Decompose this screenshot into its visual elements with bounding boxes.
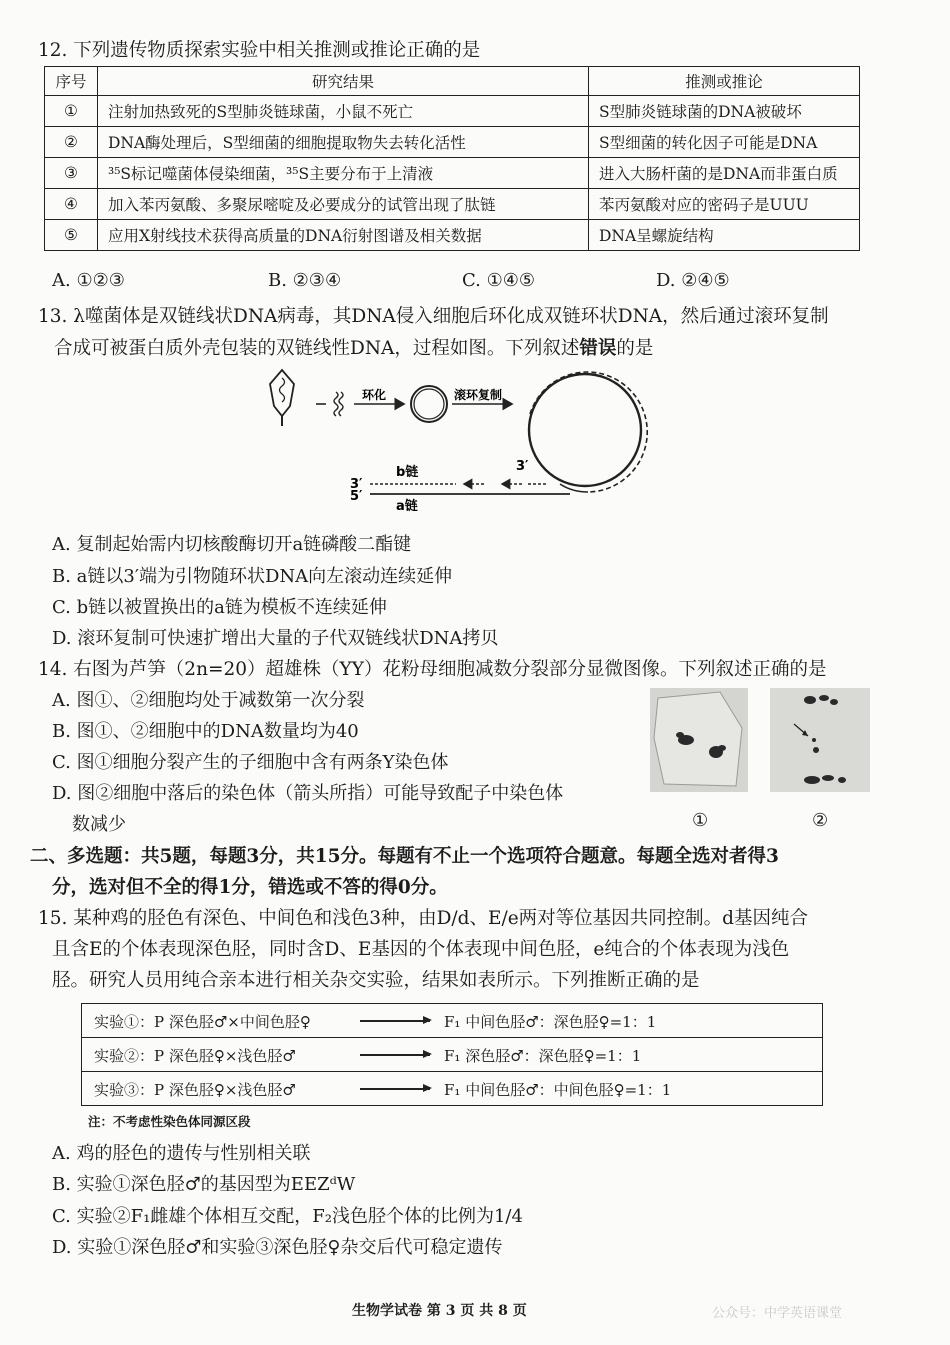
q12-stem: 12. 下列遗传物质探索实验中相关推测或推论正确的是 (38, 40, 481, 61)
row-infer: S型细菌的转化因子可能是DNA (589, 127, 860, 158)
q14-stem: 14. 右图为芦笋（2n=20）超雄株（YY）花粉母细胞减数分裂部分显微图像。下列叙述正确的是 (38, 659, 827, 680)
experiment-label: 实验③：P 深色胫♀×浅色胫♂ (94, 1081, 296, 1099)
q12-option-d: D. ②④⑤ (656, 270, 730, 291)
table-row (45, 127, 860, 158)
experiment-row (82, 1004, 822, 1037)
q14-option-a: A. 图①、②细胞均处于减数第一次分裂 (52, 690, 365, 711)
label-a-chain: a链 (396, 499, 418, 514)
circular-dna-icon (411, 386, 447, 422)
table-row (45, 158, 860, 189)
q13-option-c: C. b链以被置换出的a链为模板不连续延伸 (52, 597, 387, 618)
row-no: ② (45, 127, 98, 158)
experiment-label: 实验①：P 深色胫♂×中间色胫♀ (94, 1013, 311, 1031)
q13-stem-line2 (54, 334, 653, 360)
label-circularize: 环化 (362, 388, 387, 402)
template-ring (529, 374, 641, 486)
q15-option-b: B. 实验①深色胫♂的基因型为EEZᵈW (52, 1174, 356, 1195)
section2-line1: 二、多选题：共5题，每题3分，共15分。每题有不止一个选项符合题意。每题全选对者得3 (30, 846, 779, 867)
q13-option-b: B. a链以3′端为引物随环状DNA向左滚动连续延伸 (52, 566, 453, 587)
q13-option-d: D. 滚环复制可快速扩增出大量的子代双链线状DNA拷贝 (52, 628, 499, 649)
label-rolling: 滚环复制 (454, 388, 503, 402)
table-row (45, 220, 860, 251)
q14-option-b: B. 图①、②细胞中的DNA数量均为40 (52, 721, 359, 742)
row-result: ³⁵S标记噬菌体侵染细菌，³⁵S主要分布于上清液 (98, 158, 589, 189)
row-infer: 进入大肠杆菌的是DNA而非蛋白质 (589, 158, 860, 189)
phage-icon (270, 370, 294, 426)
experiment-result: F₁ 中间色胫♂：深色胫♀=1：1 (444, 1013, 657, 1031)
q15-stem-line3: 胫。研究人员用纯合亲本进行相关杂交实验，结果如表所示。下列推断正确的是 (52, 970, 700, 991)
q15-option-c: C. 实验②F₁雌雄个体相互交配，F₂浅色胫个体的比例为1/4 (52, 1206, 523, 1227)
q13-stem-line1: 13. λ噬菌体是双链线状DNA病毒，其DNA侵入细胞后环化成双链环状DNA，然后通过滚环复制 (38, 306, 829, 327)
q13-stem-pre: 合成可被蛋白质外壳包装的双链线性DNA，过程如图。下列叙述 (54, 338, 580, 359)
experiment-result: F₁ 中间色胫♂：中间色胫♀=1：1 (444, 1081, 672, 1099)
q15-stem-line2: 且含E的个体表现深色胫，同时含D、E基因的个体表现中间色胫，e纯合的个体表现为浅色 (52, 939, 790, 960)
micrograph-1-label: ① (692, 810, 709, 831)
q15-note: 注：不考虑性染色体同源区段 (88, 1114, 251, 1129)
q12-table (44, 66, 860, 251)
micrograph-2-label: ② (812, 810, 829, 831)
rolling-circle-diagram (230, 362, 670, 520)
q14-option-d-cont: 数减少 (72, 814, 126, 835)
header-infer: 推测或推论 (589, 67, 860, 96)
row-no: ③ (45, 158, 98, 189)
table-row (45, 189, 860, 220)
table-header-row (45, 67, 860, 96)
label-3prime-ring: 3′ (516, 459, 529, 474)
experiment-row (82, 1037, 822, 1071)
q13-stem-post: 的是 (616, 338, 654, 359)
row-result: 注射加热致死的S型肺炎链球菌，小鼠不死亡 (98, 96, 589, 127)
row-infer: S型肺炎链球菌的DNA被破坏 (589, 96, 860, 127)
row-infer: DNA呈螺旋结构 (589, 220, 860, 251)
row-no: ⑤ (45, 220, 98, 251)
label-b-chain: b链 (396, 465, 419, 480)
micrograph-2 (770, 688, 870, 792)
extending-strand (530, 372, 647, 492)
q13-option-a: A. 复制起始需内切核酸酶切开a链磷酸二酯键 (52, 534, 412, 555)
watermark: 公众号：中学英语课堂 (712, 1306, 843, 1321)
header-result: 研究结果 (98, 67, 589, 96)
experiment-label: 实验②：P 深色胫♀×浅色胫♂ (94, 1047, 296, 1065)
page-footer: 生物学试卷 第 3 页 共 8 页 (352, 1303, 527, 1319)
arrow-icon (360, 1020, 430, 1022)
q14-option-c: C. 图①细胞分裂产生的子细胞中含有两条Y染色体 (52, 752, 449, 773)
q15-stem-line1: 15. 某种鸡的胫色有深色、中间色和浅色3种，由D/d、E/e两对等位基因共同控制。d基因纯合 (38, 908, 809, 929)
row-no: ① (45, 96, 98, 127)
label-5prime: 5′ (350, 489, 363, 504)
micrograph-1 (650, 688, 748, 792)
q12-option-b: B. ②③④ (268, 270, 342, 291)
row-result: DNA酶处理后，S型细菌的细胞提取物失去转化活性 (98, 127, 589, 158)
row-result: 加入苯丙氨酸、多聚尿嘧啶及必要成分的试管出现了肽链 (98, 189, 589, 220)
q12-option-c: C. ①④⑤ (462, 270, 535, 291)
q12-option-a: A. ①②③ (52, 270, 125, 291)
q15-experiment-table (81, 1003, 823, 1106)
linear-dna-icon (334, 392, 338, 416)
q13-stem-emph: 错误 (579, 338, 617, 359)
label-3prime: 3′ (350, 477, 363, 492)
header-no: 序号 (45, 67, 98, 96)
section2-line2: 分，选对但不全的得1分，错选或不答的得0分。 (52, 877, 448, 898)
q15-option-d: D. 实验①深色胫♂和实验③深色胫♀杂交后代可稳定遗传 (52, 1237, 503, 1258)
arrow-icon (360, 1054, 430, 1056)
q14-option-d: D. 图②细胞中落后的染色体（箭头所指）可能导致配子中染色体 (52, 783, 564, 804)
row-no: ④ (45, 189, 98, 220)
experiment-result: F₁ 深色胫♂：深色胫♀=1：1 (444, 1047, 642, 1065)
table-row (45, 96, 860, 127)
q15-option-a: A. 鸡的胫色的遗传与性别相关联 (52, 1143, 311, 1164)
experiment-row (82, 1071, 822, 1105)
row-infer: 苯丙氨酸对应的密码子是UUU (589, 189, 860, 220)
row-result: 应用X射线技术获得高质量的DNA衍射图谱及相关数据 (98, 220, 589, 251)
arrow-icon (360, 1088, 430, 1090)
